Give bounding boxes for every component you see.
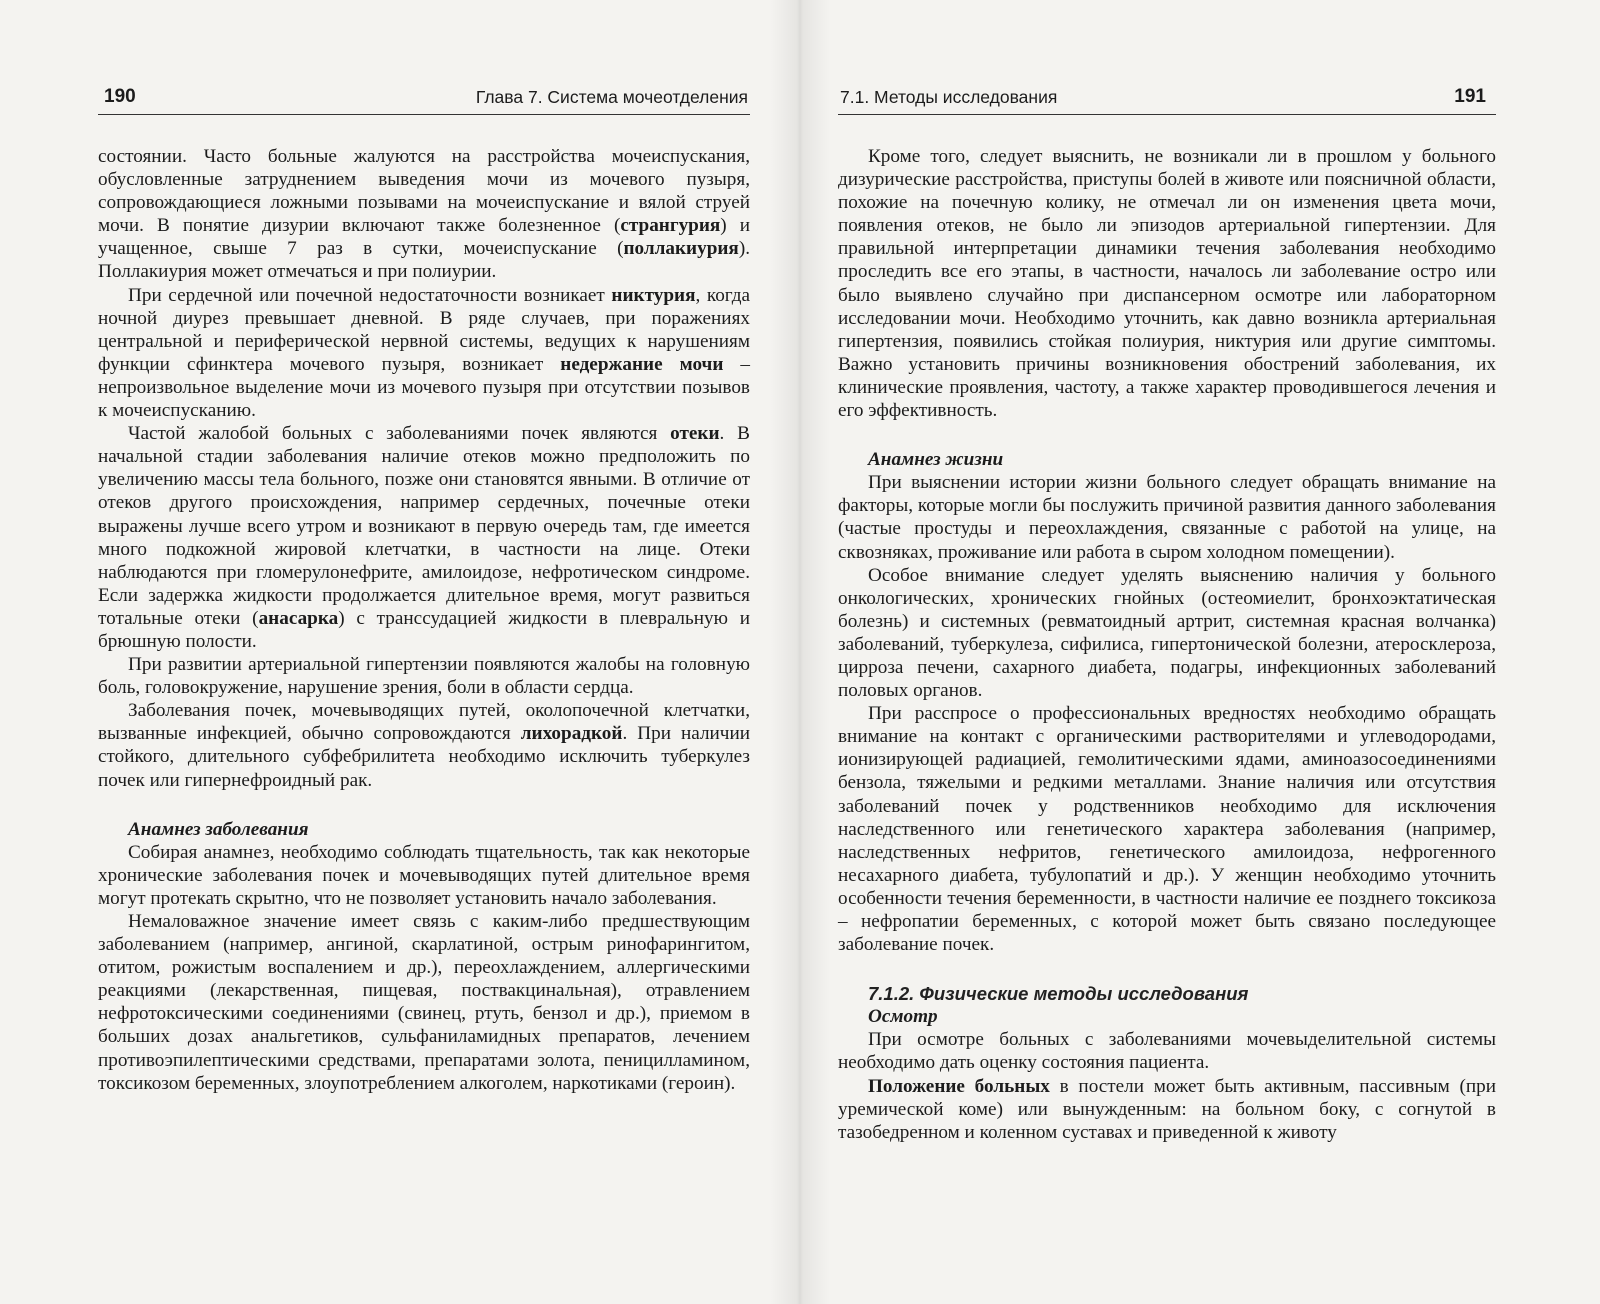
paragraph: Особое внимание следует уделять выяснению наличия у больного онкологических, хронических гнойных (остеомиелит, бронхоэктатическая болезнь) и системных (ревматоидный артрит, системная красная волчанка) заболеваний, туберкулеза, сифилиса, гипертонической болезни, атеросклероза, цирроза печени, сахарного диабета, подагры, инфекционных заболеваний половых органов.	[838, 564, 1496, 702]
left-page-number: 190	[104, 86, 136, 107]
paragraph: При сердечной или почечной недостаточности возникает никтурия, когда ночной диурез превышает дневной. В ряде случаев, при поражениях центральной и периферической нервной системы, ведущих к нарушениям функции сфинктера мочевого пузыря, возникает недержание мочи – непроизвольное выделение мочи из мочевого пузыря при отсутствии позывов к мочеиспусканию.	[98, 284, 751, 422]
right-running-title: 7.1. Методы исследования	[840, 87, 1058, 107]
paragraph: Частой жалобой больных с заболеваниями почек являются отеки. В начальной стадии заболевания наличие отеков можно предположить по увеличению массы тела больного, позже они становятся явными. В отличие от отеков другого происхождения, например сердечных, почечные отеки выражены лучше всего утром и возникают в первую очередь там, где имеется много подкожной жировой клетчатки, в частности на лице. Отеки наблюдаются при гломерулонефрите, амилоидозе, нефротическом синдроме. Если задержка жидкости продолжается длительное время, могут развиться тотальные отеки (анасарка) с транссудацией жидкости в плевральную и брюшную полости.	[98, 423, 750, 652]
right-page-number: 191	[1454, 86, 1486, 107]
paragraph: При расспросе о профессиональных вредностях необходимо обращать внимание на контакт с органическими растворителями и углеводородами, ионизирующей радиацией, гемолитическими ядами, аминоазосоединениями бензола, тяжелыми и редкими металлами. Знание наличия или отсутствия заболеваний почек у родственников необходимо для исключения наследственного или генетического характера заболевания (например, наследственных нефритов, генетического амилоидоза, нефрогенного несахарного диабета, тубулопатий и др.). У женщин необходимо уточнить особенности течения беременности, в частности наличие ее позднего токсикоза – нефропатии беременных, с которой может быть связано последующее заболевание почек.	[838, 703, 1496, 956]
left-running-title: Глава 7. Система мочеотделения	[475, 87, 748, 107]
paragraph: При выяснении истории жизни больного следует обращать внимание на факторы, которые могли бы послужить причиной развития данного заболевания (частые простуды и переохлаждения, связанные с работой на улице, на сквозняках, проживание или работа в сыром холодном помещении).	[838, 472, 1496, 563]
right-running-head	[838, 86, 1496, 115]
paragraph: Кроме того, следует выяснить, не возникали ли в прошлом у больного дизурические расстройства, приступы болей в животе или поясничной области, похожие на почечную колику, не отмечал ли он изменения цвета мочи, появления отеков, не было ли эпизодов артериальной гипертензии. Для правильной интерпретации динамики течения заболевания необходимо проследить все его этапы, в частности, началось ли заболевание остро или было выявлено случайно при диспансерном осмотре или лабораторном исследовании мочи. Необходимо уточнить, как давно возникла артериальная гипертензия, появились стойкая полиурия, никтурия или другие симптомы. Важно установить причины возникновения обострений заболевания, их клинические проявления, частоту, а также характер проводившегося лечения и его эффективность.	[838, 146, 1496, 422]
paragraph: Заболевания почек, мочевыводящих путей, околопочечной клетчатки, вызванные инфекцией, обычно сопровождаются лихорадкой. При наличии стойкого, длительного субфебрилитета необходимо исключить туберкулез почек или гипернефроидный рак.	[98, 700, 750, 791]
paragraph: При развитии артериальной гипертензии появляются жалобы на головную боль, головокружение, нарушение зрения, боли в области сердца.	[98, 654, 750, 699]
right-body-text	[838, 145, 1496, 1144]
paragraph: При осмотре больных с заболеваниями мочевыделительной системы необходимо дать оценку состояния пациента.	[838, 1029, 1496, 1074]
left-body-text	[98, 145, 750, 1095]
paragraph: Собирая анамнез, необходимо соблюдать тщательность, так как некоторые хронические заболевания почек и мочевыводящих путей длительное время могут протекать скрытно, что не позволяет установить начало заболевания.	[98, 841, 750, 909]
left-running-head	[98, 86, 750, 115]
subheading: Осмотр	[868, 1006, 938, 1028]
book-gutter	[770, 0, 830, 1304]
section-heading: 7.1.2. Физические методы исследования	[868, 983, 1249, 1005]
paragraph: Немаловажное значение имеет связь с каким-либо предшествующим заболеванием (например, ангиной, скарлатиной, острым ринофарингитом, отитом, рожистым воспалением и др.), переохлаждением, аллергическими реакциями (лекарственная, пищевая, поствакцинальная), отравлением нефротоксическими соединениями (свинец, ртуть, бензол и др.), приемом в больших дозах анальгетиков, сульфаниламидных препаратов, лечением противоэпилептическими средствами, препаратами золота, пеницилламином, токсикозом беременных, злоупотреблением алкоголем, наркотиками (героин).	[98, 911, 750, 1094]
paragraph: Положение больных в постели может быть активным, пассивным (при уремической коме) или вынужденным: на больном боку, с согнутой в тазобедренном и коленном суставах и приведенной к животу	[838, 1075, 1496, 1143]
subheading: Анамнез заболевания	[128, 818, 309, 840]
paragraph: состоянии. Часто больные жалуются на расстройства мочеиспускания, обусловленные затруднением выведения мочи из мочевого пузыря, сопровождающиеся ложными позывами на мочеиспускание и вялой струей мочи. В понятие дизурии включают также болезненное (странгурия) и учащенное, свыше 7 раз в сутки, мочеиспускание (поллакиурия). Поллакиурия может отмечаться и при полиурии.	[98, 146, 750, 283]
subheading: Анамнез жизни	[868, 449, 1004, 471]
